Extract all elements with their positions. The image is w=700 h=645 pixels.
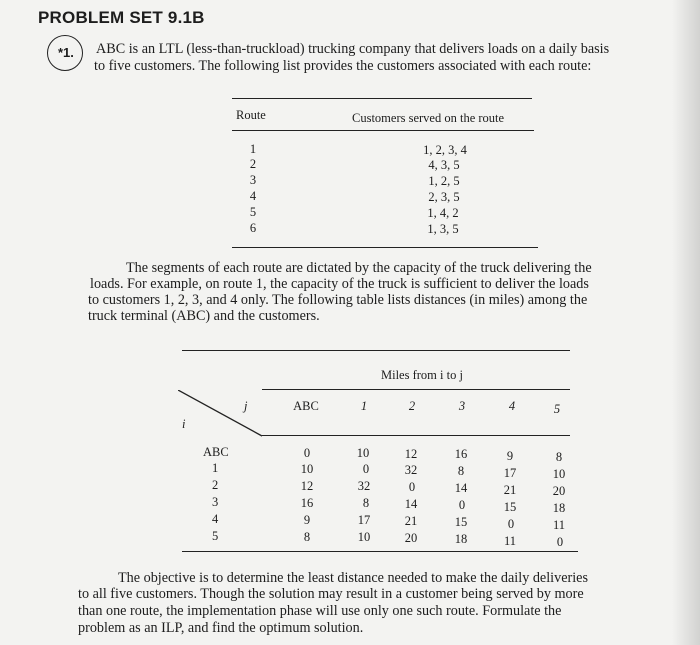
distance-cell: 11 (552, 518, 566, 532)
routes-table-header-rule (232, 130, 534, 131)
distance-cell: 17 (357, 513, 371, 527)
distance-table-bottom-rule (182, 551, 578, 552)
objective-line-1: The objective is to determine the least distance needed to make the daily deliveries (118, 570, 588, 586)
route-customers: 4, 3, 5 (428, 158, 460, 172)
distance-title-rule (262, 389, 570, 390)
table-corner-diagonal (178, 390, 268, 440)
routes-table-top-rule (232, 98, 532, 99)
distance-cell: 8 (457, 464, 465, 478)
problem-set-heading: PROBLEM SET 9.1B (38, 8, 205, 27)
distance-cell: 10 (300, 462, 314, 476)
route-number: 4 (249, 189, 257, 203)
distance-cell: 17 (503, 466, 517, 480)
col-label-j: j (244, 399, 248, 413)
segments-line-1: The segments of each route are dictated by the capacity of the truck delivering the (126, 260, 592, 276)
distance-table-top-rule (182, 350, 570, 351)
distance-cell: 18 (552, 501, 566, 515)
routes-table-bottom-rule (232, 247, 538, 248)
distance-cell: 15 (503, 500, 517, 514)
distance-cell: 10 (357, 530, 371, 544)
distance-cell: 0 (408, 480, 416, 494)
distance-cell: 20 (404, 531, 418, 545)
objective-line-4: problem as an ILP, and find the optimum solution. (78, 620, 364, 636)
distance-cell: 16 (454, 447, 468, 461)
distance-cell: 8 (555, 450, 563, 464)
distance-row-label: 3 (212, 495, 219, 509)
distance-cell: 21 (404, 514, 418, 528)
distance-header-rule (262, 435, 570, 436)
distance-cell: 8 (303, 530, 311, 544)
intro-line-1: ABC is an LTL (less-than-truckload) trucking company that delivers loads on a daily basis (96, 41, 610, 57)
distance-col-header: 4 (508, 399, 516, 413)
distance-col-header: 2 (408, 399, 416, 413)
segments-line-3: to customers 1, 2, 3, and 4 only. The following table lists distances (in miles) among the (88, 292, 588, 308)
route-customers: 1, 3, 5 (427, 222, 459, 236)
routes-header-customers: Customers served on the route (352, 111, 505, 125)
route-number: 6 (249, 221, 257, 235)
route-number: 5 (249, 205, 257, 219)
segments-line-4: truck terminal (ABC) and the customers. (88, 308, 320, 324)
distance-col-header: 5 (553, 402, 561, 416)
distance-cell: 10 (552, 467, 566, 481)
route-number: 3 (249, 173, 257, 187)
distance-row-label: 5 (212, 529, 219, 543)
distance-table-title: Miles from i to j (381, 368, 463, 382)
distance-row-label: 1 (212, 461, 219, 475)
distance-cell: 0 (507, 517, 515, 531)
distance-cell: 11 (503, 534, 517, 548)
intro-line-2: to five customers. The following list provides the customers associated with each route: (94, 58, 592, 74)
distance-cell: 8 (362, 496, 370, 510)
distance-cell: 15 (454, 515, 468, 529)
distance-cell: 12 (300, 479, 314, 493)
distance-row-label: ABC (203, 445, 229, 459)
route-customers: 1, 4, 2 (427, 206, 459, 220)
objective-line-2: to all five customers. Though the solution may result in a customer being served by more (78, 586, 584, 602)
route-customers: 2, 3, 5 (428, 190, 460, 204)
distance-cell: 16 (300, 496, 314, 510)
page-binding-shadow (672, 0, 700, 645)
distance-cell: 18 (454, 532, 468, 546)
route-number: 1 (249, 142, 257, 156)
distance-cell: 21 (503, 483, 517, 497)
distance-cell: 9 (303, 513, 311, 527)
distance-cell: 12 (404, 447, 418, 461)
distance-row-label: 4 (212, 512, 219, 526)
route-customers: 1, 2, 3, 4 (423, 143, 467, 157)
row-label-i: i (182, 417, 186, 431)
distance-cell: 9 (506, 449, 514, 463)
distance-col-header: ABC (293, 399, 319, 413)
distance-cell: 20 (552, 484, 566, 498)
problem-number: *1. (58, 45, 74, 60)
distance-cell: 0 (362, 462, 370, 476)
distance-cell: 14 (404, 497, 418, 511)
distance-cell: 14 (454, 481, 468, 495)
objective-line-3: than one route, the implementation phase will use only one such route. Formulate the (78, 603, 562, 619)
route-customers: 1, 2, 5 (428, 174, 460, 188)
distance-cell: 0 (556, 535, 564, 549)
distance-cell: 32 (357, 479, 371, 493)
distance-cell: 0 (303, 446, 311, 460)
distance-col-header: 3 (458, 399, 466, 413)
distance-col-header: 1 (360, 399, 368, 413)
distance-cell: 32 (404, 463, 418, 477)
route-number: 2 (249, 157, 257, 171)
distance-cell: 10 (356, 446, 370, 460)
segments-line-2: loads. For example, on route 1, the capacity of the truck is sufficient to deliver the loads (90, 276, 589, 292)
distance-cell: 0 (458, 498, 466, 512)
routes-header-route: Route (236, 108, 266, 122)
distance-row-label: 2 (212, 478, 219, 492)
